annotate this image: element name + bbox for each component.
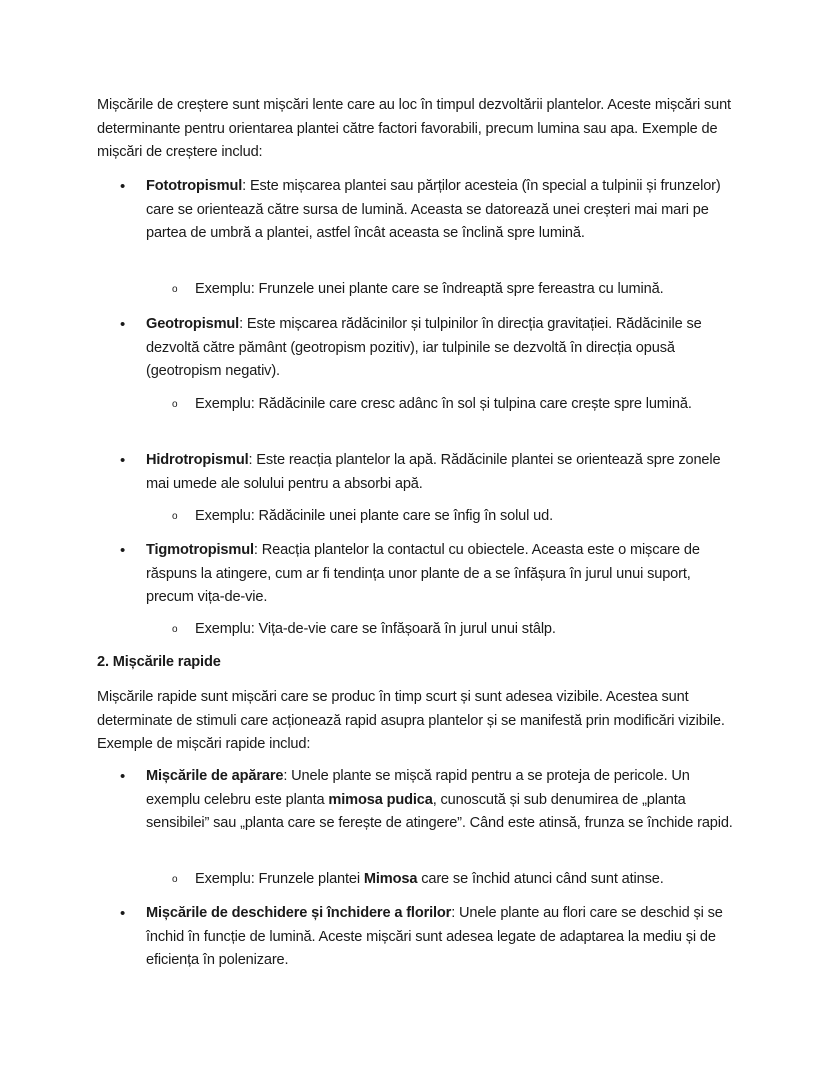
example-text-cont: care se închid atunci când sunt atinse. — [417, 871, 664, 887]
list-item-flori — [120, 902, 741, 973]
bullet-icon: • — [120, 316, 126, 333]
circle-bullet-icon: o — [172, 874, 178, 885]
term: Fototropismul — [146, 178, 243, 194]
example-item — [172, 278, 735, 302]
description: : Este mișcarea rădăcinilor și tulpinilor în direcția gravitației. Rădăcinile se dezvoltă către pământ (geotropism pozitiv), iar tulpinile se dezvoltă în direcția opusă (geotropism negativ). — [146, 316, 702, 380]
circle-bullet-icon: o — [172, 284, 178, 295]
list-item-tigmotropism — [120, 539, 741, 610]
description: : Este mișcarea plantei sau părților acesteia (în special a tulpinii și frunzelor) care se orientează către sursa de lumină. Aceasta se datorează unei creșteri mai mari pe partea de umbră a plantei, astfel încât aceasta se înclină spre lumină. — [146, 178, 721, 242]
example-text: Exemplu: Frunzele plantei — [195, 871, 364, 887]
section-heading: 2. Mișcările rapide — [97, 654, 221, 670]
list-item-fototropism — [120, 175, 741, 246]
example-item — [172, 868, 735, 892]
description: : Este reacția plantelor la apă. Rădăcinile plantei se orientează spre zonele mai umede ale solului pentru a absorbi apă. — [146, 452, 721, 492]
example-item — [172, 505, 735, 529]
bullet-icon: • — [120, 178, 126, 195]
circle-bullet-icon: o — [172, 399, 178, 410]
bullet-icon: • — [120, 768, 126, 785]
list-item-geotropism — [120, 313, 741, 384]
term: Geotropismul — [146, 316, 240, 332]
bullet-icon: • — [120, 542, 126, 559]
circle-bullet-icon: o — [172, 624, 178, 635]
description: : Reacția plantelor la contactul cu obiectele. Aceasta este o mișcare de răspuns la atingere, cum ar fi tendința unor plante de a se înfășura în jurul unui suport, precum vița-de-vie. — [146, 542, 700, 606]
intro-paragraph: Mișcările de creștere sunt mișcări lente care au loc în timpul dezvoltării plantelor. Aceste mișcări sunt determinante pentru orientarea plantei către factori favorabili, precum lumina sau apa. Exemple de mișcări de creștere includ: — [97, 97, 731, 161]
example-text: Exemplu: Rădăcinile care cresc adânc în sol și tulpina care crește spre lumină. — [195, 396, 692, 412]
list-item-aparare — [120, 765, 741, 836]
example-text: Exemplu: Rădăcinile unei plante care se înfig în solul ud. — [195, 508, 553, 524]
term: Hidrotropismul — [146, 452, 249, 468]
bullet-icon: • — [120, 905, 126, 922]
description: : Unele plante au flori care se deschid și se închid în funcție de lumină. Aceste mișcări sunt adesea legate de adaptarea la mediu și de eficiența în polenizare. — [146, 905, 723, 969]
term: Tigmotropismul — [146, 542, 254, 558]
example-item — [172, 393, 695, 417]
description-cont: , cunoscută și sub denumirea de „planta sensibilei” sau „planta care se ferește de atingere”. Când este atinsă, frunza se închide rapid. — [146, 791, 733, 832]
description: : Unele plante se mișcă rapid pentru a se proteja de pericole. Un exemplu celebru este planta — [146, 768, 690, 808]
term: Mișcările de apărare — [146, 768, 284, 784]
example-text: Exemplu: Vița-de-vie care se înfășoară în jurul unui stâlp. — [195, 621, 556, 637]
list-item-hidrotropism — [120, 449, 741, 496]
bullet-icon: • — [120, 452, 126, 469]
term: Mișcările de deschidere și închidere a florilor — [146, 905, 452, 921]
bold-term: Mimosa — [363, 871, 418, 887]
example-text: Exemplu: Frunzele unei plante care se îndreaptă spre fereastra cu lumină. — [195, 281, 664, 297]
intro-paragraph-2: Mișcările rapide sunt mișcări care se produc în timp scurt și sunt adesea vizibile. Acestea sunt determinate de stimuli care acționează rapid asupra plantelor și se manifestă prin modificări vizibile. Exemple de mișcări rapide includ: — [97, 689, 725, 753]
example-item — [172, 618, 735, 642]
circle-bullet-icon: o — [172, 511, 178, 522]
bold-term: mimosa pudica — [328, 791, 433, 808]
